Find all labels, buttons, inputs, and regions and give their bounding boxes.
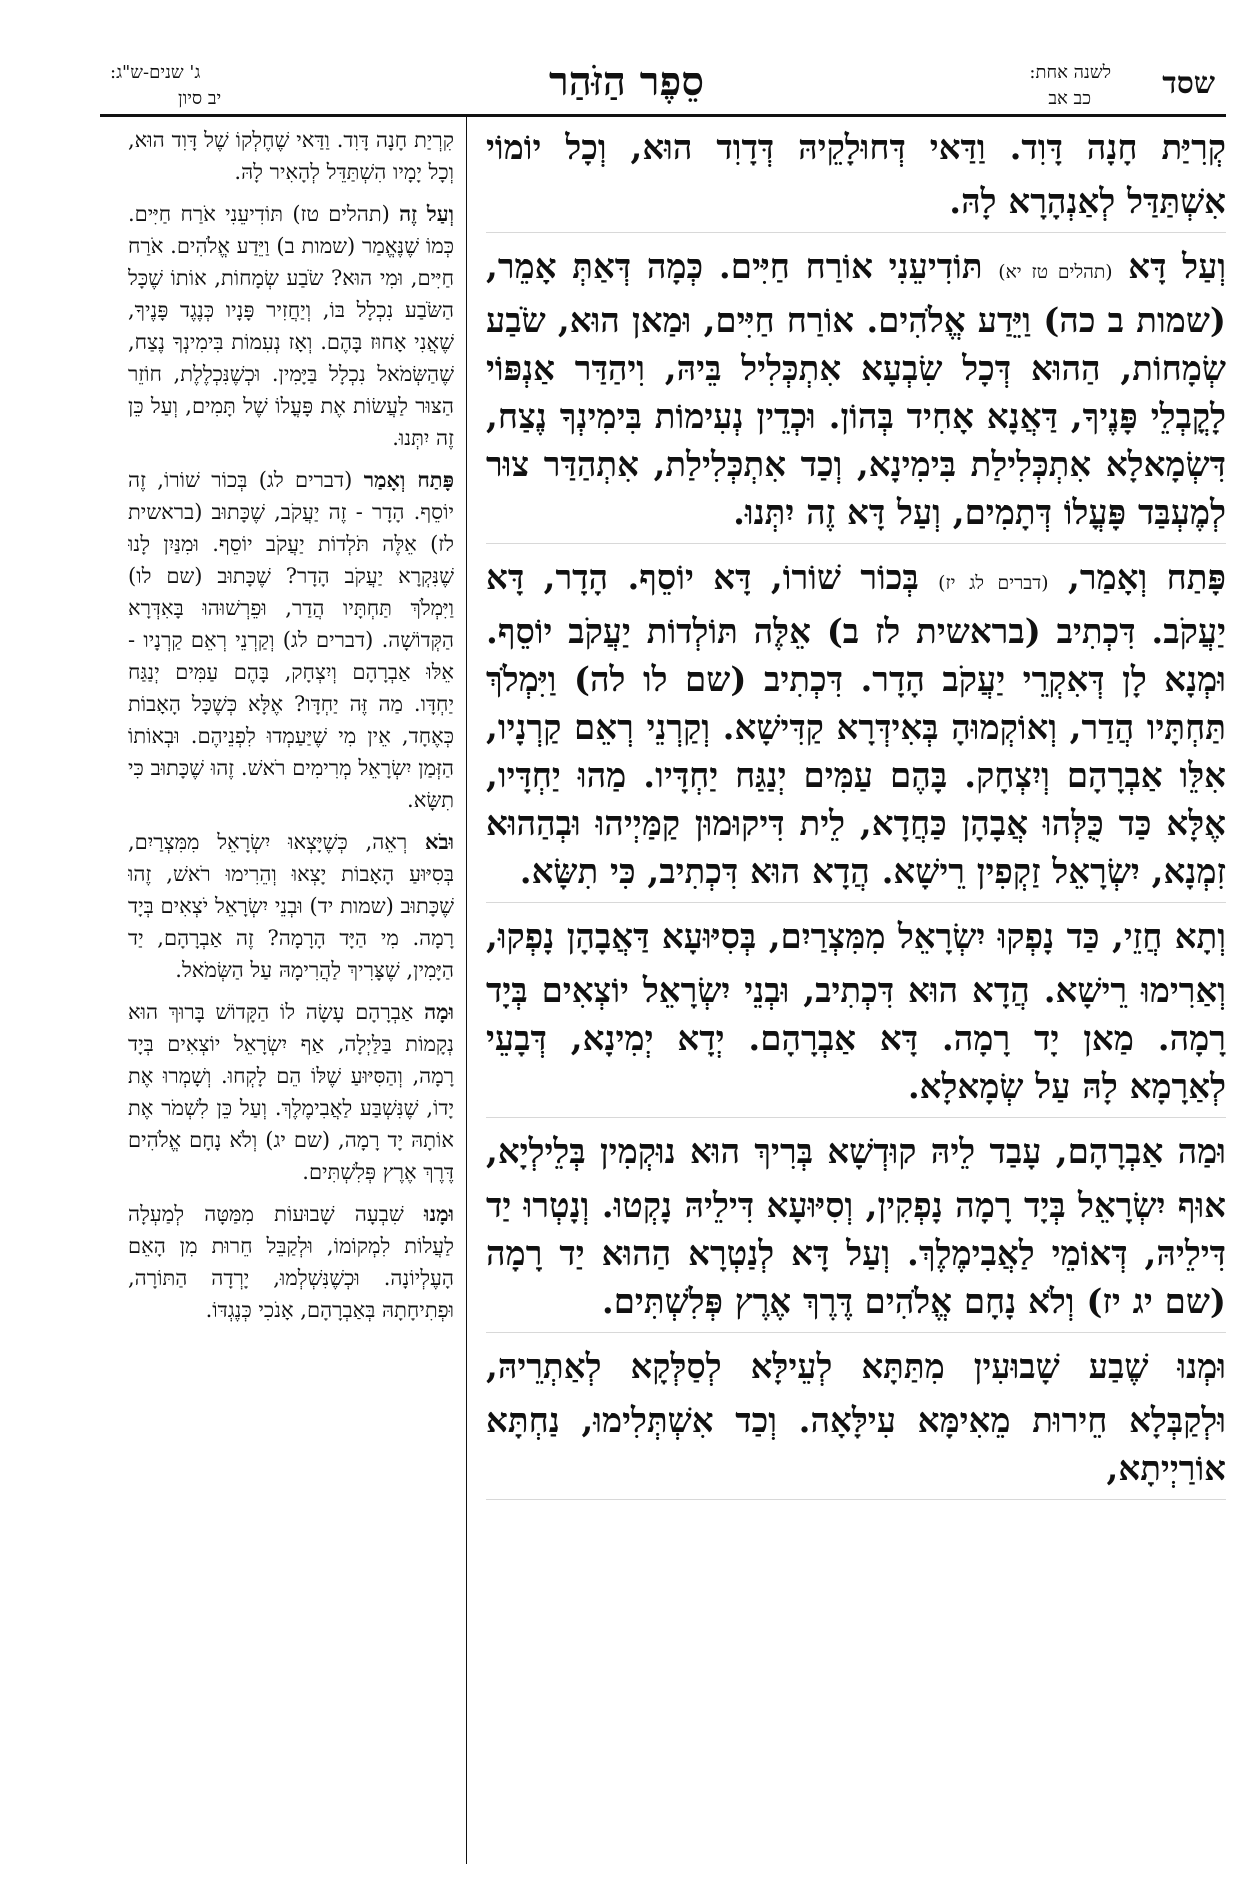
paragraph-text: (תהלים טז) תּוֹדִיעֵנִי אֹרַח חַיִּים. כְּמוֹ שֶׁנֶּאֱמַר (שמות ב) וַיֵּדַע אֱלֹהִים. אֹרַח חַיִּים, וּמִי הוּא? שֹׂבַע שְׂמָחוֹת, אוֹתוֹ שֶׁכָּל הַשֹּׂבַע נִכְלָל בּוֹ, וְיַחֲזִיר פָּנָיו כְּנֶגֶד פָּנֶיךָ, שֶׁאֲנִי אָחוּז בָּהֶם. וְאָז נְעִמוֹת בִּימִינְךָ נֶצַח, שֶׁהַשְּׂמֹאל נִכְלָל בַּיָּמִין. וּכְשֶׁנִּכְלֶלֶת, חוֹזֵר הַצּוּר לַעֲשׂוֹת אֶת פָּעֳלוֹ שֶׁל תָּמִים, וְעַל כֵּן זֶה יִתְּנוּ. [128,202,454,450]
page-header [0,52,1253,118]
side-paragraph [128,826,454,986]
paragraph-lead: וּמָנוּ [423,1201,454,1226]
paragraph-text: תּוֹדִיעֵנִי אוֹרַח חַיִּים. כְּמָה דְּאַתְּ אָמֵר, (שמות ב כה) וַיֵּדַע אֱלֹהִים. אוֹרַח חַיִּים, וּמַאן הוּא, שֹׂבַע שְׂמָחוֹת, הַהוּא דְּכָל שִׂבְעָא אִתְכְּלִיל בֵּיהּ, וִיהַדַּר אַנְפּוֹי לָקֳבְלֵי פָּנֶיךָ, דַּאֲנָא אָחִיד בְּהוֹן. וּכְדֵין נְעִימוֹת בִּימִינְךָ נֶצַח, דִּשְׂמָאלָא אִתְכְּלִילַת בִּימִינָא, וְכַד אִתְכְּלִילַת, אִתְהַדַּר צוּר לְמֶעְבַּד פָּעֳלוֹ דְּתָמִים, וְעַל דָּא זֶה יִתְּנוּ. [486,247,1226,533]
paragraph-text: קִרְיַת חָנָה דָּוִד. וַדַּאי שֶׁחֶלְקוֹ שֶׁל דָּוִד הוּא, וְכָל יָמָיו הִשְׁתַּדֵּל לְהָאִיר לָהּ. [128,128,454,184]
hebrew-translation-column [128,124,454,1864]
main-paragraph [486,1343,1226,1500]
source-reference: (תהלים טז יא) [998,262,1113,283]
paragraph-text: (דברים לג) בְּכוֹר שׁוֹרוֹ, זֶה יוֹסֵף. הָדָר - זֶה יַעֲקֹב, שֶׁכָּתוּב (בראשית לז) אֵלֶּה תֹּלְדוֹת יַעֲקֹב יוֹסֵף. וּמִנַּיִן לָנוּ שֶׁנִּקְרָא יַעֲקֹב הָדָר? שֶׁכָּתוּב (שם לו) וַיִּמְלֹךְ תַּחְתָּיו הֲדַר, וּפֵרְשׁוּהוּ בָּאִדְּרָא הַקְּדוֹשָׁה. (דברים לג) וְקַרְנֵי רְאֵם קַרְנָיו - אֵלּוּ אַבְרָהָם וְיִצְחָק, בָּהֶם עַמִּים יְנַגַּח יַחְדָּו. מַה זֶּה יַחְדָּו? אֶלָּא כְּשֶׁכָּל הָאָבוֹת כְּאֶחָד, אֵין מִי שֶׁיַּעַמְדוּ לִפְנֵיהֶם. וּבְאוֹתוֹ הַזְּמַן יִשְׂרָאֵל מְרִימִים רֹאשׁ. זֶהוּ שֶׁכָּתוּב כִּי תִשָּׂא. [128,468,454,812]
paragraph-text: שֶׁבַע שָׁבוּעִין מִתַּתָּא לְעֵילָּא לְסַלְּקָא לְאַתְרֵיהּ, וּלְקַבְּלָא חֵירוּת מֵאִימָּא עִילָּאָה. וְכַד אִשְׁתְּלִימוּ, נַחְתָּא אוֹרַיְיתָא, [486,1347,1226,1489]
paragraph-lead: פָּתַח וְאָמַר, [1067,558,1226,598]
schedule-one-year-label: לשנה אחת: [1029,62,1111,83]
paragraph-text: קְרִיַּת חָנָה דָּוִד. וַדַּאי דְּחוּלָקֵיהּ דְּדָוִד הוּא, וְכָל יוֹמוֹי אִשְׁתַּדַּל לְאַנְהָרָא לָהּ. [486,128,1226,222]
paragraph-lead: וְעַל דָּא [1128,247,1226,287]
paragraph-lead: וְתָא חֲזֵי, [1111,917,1226,957]
paragraph-lead: וּמְנוּ [1177,1347,1226,1387]
paragraph-lead: וְעַל זֶה [399,201,454,226]
aramaic-main-column [486,124,1226,1864]
schedule-three-years-date: יב סיון [178,88,222,109]
source-reference: (דברים לג יז) [938,573,1049,594]
main-paragraph [486,1128,1226,1333]
paragraph-lead: וּבֹא [425,829,454,854]
header-divider [100,114,1226,117]
side-paragraph [128,464,454,816]
paragraph-lead: וּמָה [424,999,454,1024]
paragraph-text: עָבַד לֵיהּ קוּדְשָׁא בְּרִיךְ הוּא נוּקְמִין בְּלֵילְיָא, אוּף יִשְׂרָאֵל בְּיָד רָמָה נָפְקִין, וְסִיּוּעָא דִּילֵיהּ נָקְטוּ. וְנָטְרוּ יַד דִּילֵיהּ, דְּאוֹמֵי לַאֲבִימֶלֶךְ. וְעַל דָּא לְנַטְרָא הַהוּא יַד רָמָה (שם יג יז) וְלֹא נָחָם אֱלֹהִים דֶּרֶךְ אֶרֶץ פְּלִשְׁתִּים. [486,1132,1226,1322]
side-paragraph [128,198,454,454]
paragraph-text: שִׁבְעָה שָׁבוּעוֹת מִמַּטָּה לְמַעְלָה לַעֲלוֹת לִמְקוֹמוֹ, וּלְקַבֵּל חֵרוּת מִן הָאֵם הָעֶלְיוֹנָה. וּכְשֶׁנִּשְׁלְמוּ, יָרְדָה הַתּוֹרָה, וּפְתִיחָתָהּ בְּאַבְרָהָם, אָנֹכִי כְּנֶגְדּוֹ. [128,1202,454,1322]
book-title: סֵפֶר הַזֹּהַר [549,58,704,105]
schedule-three-years-label: ג' שנים-ש"ג: [110,62,201,83]
main-paragraph [486,913,1226,1118]
side-paragraph [128,124,454,188]
page-number: שסד [1162,66,1215,101]
paragraph-lead: וּמַה אַבְרָהָם, [1055,1132,1226,1172]
column-divider [466,114,467,1864]
schedule-one-year-date: כב אב [1048,88,1091,109]
main-paragraph [486,243,1226,544]
side-paragraph [128,1198,454,1326]
main-paragraph [486,124,1226,233]
main-paragraph [486,554,1226,903]
paragraph-text: כַּד נָפְקוּ יִשְׂרָאֵל מִמִּצְרַיִם, בְּסִיּוּעָא דַּאֲבָהָן נָפְקוּ, וְאַרִימוּ רֵישָׁא. הֲדָא הוּא דִּכְתִיב, וּבְנֵי יִשְׂרָאֵל יוֹצְאִים בְּיָד רָמָה. מַאן יָד רָמָה. דָּא אַבְרָהָם. יְדָא יְמִינָא, דְּבָעֵי לְאַרָמָא לָהּ עַל שְׂמָאלָא. [486,917,1226,1107]
paragraph-lead: פָּתַח וְאָמַר [363,467,454,492]
paragraph-text: בְּכוֹר שׁוֹרוֹ, דָּא יוֹסֵף. הָדָר, דָּא יַעֲקֹב. דִּכְתִיב (בראשית לז ב) אֵלֶּה תּוֹלְדוֹת יַעֲקֹב יוֹסֵף. וּמְנָא לָן דְּאִקְרֵי יַעֲקֹב הָדָר. דִּכְתִיב (שם לו לה) וַיִּמְלֹךְ תַּחְתָּיו הֲדַר, וְאוֹקְמוּהָ בְּאִידְּרָא קַדִּישָׁא. וְקַרְנֵי רְאֵם קַרְנָיו, אִלֵּו אַבְרָהָם וְיִצְחָק. בָּהֶם עַמִּים יְנַגַּח יַחְדָּיו. מַהוּ יַחְדָּיו, אֶלָּא כַּד כֻּלְּהוּ אֲבָהָן כַּחֲדָא, לֵית דִּיקוּמוּן קַמַּיְיהוּ וּבְהַהוּא זִמְנָא, יִשְׂרָאֵל זַקְפִין רֵישָׁא. הֲדָא הוּא דִּכְתִיב, כִּי תִשָּׂא. [486,558,1226,892]
paragraph-text: רְאֵה, כְּשֶׁיָּצְאוּ יִשְׂרָאֵל מִמִּצְרַיִם, בְּסִיּוּעַ הָאָבוֹת יָצְאוּ וְהֵרִימוּ רֹאשׁ, זֶהוּ שֶׁכָּתוּב (שמות יד) וּבְנֵי יִשְׂרָאֵל יֹצְאִים בְּיָד רָמָה. מִי הַיָּד הָרָמָה? זֶה אַבְרָהָם, יַד הַיָּמִין, שֶׁצָּרִיךְ לַהֲרִימָהּ עַל הַשְּׂמֹאל. [128,830,454,982]
side-paragraph [128,996,454,1188]
paragraph-text: אַבְרָהָם עָשָׂה לוֹ הַקָּדוֹשׁ בָּרוּךְ הוּא נְקָמוֹת בַּלַּיְלָה, אַף יִשְׂרָאֵל יוֹצְאִים בְּיָד רָמָה, וְהַסִּיּוּעַ שֶׁלּוֹ הֵם לָקְחוּ. וְשָׁמְרוּ אֶת יָדוֹ, שֶׁנִּשְׁבַּע לַאֲבִימֶלֶךְ. וְעַל כֵּן לִשְׁמֹר אֶת אוֹתָהּ יָד רָמָה, (שם יג) וְלֹא נָחָם אֱלֹהִים דֶּרֶךְ אֶרֶץ פְּלִשְׁתִּים. [128,1000,454,1184]
